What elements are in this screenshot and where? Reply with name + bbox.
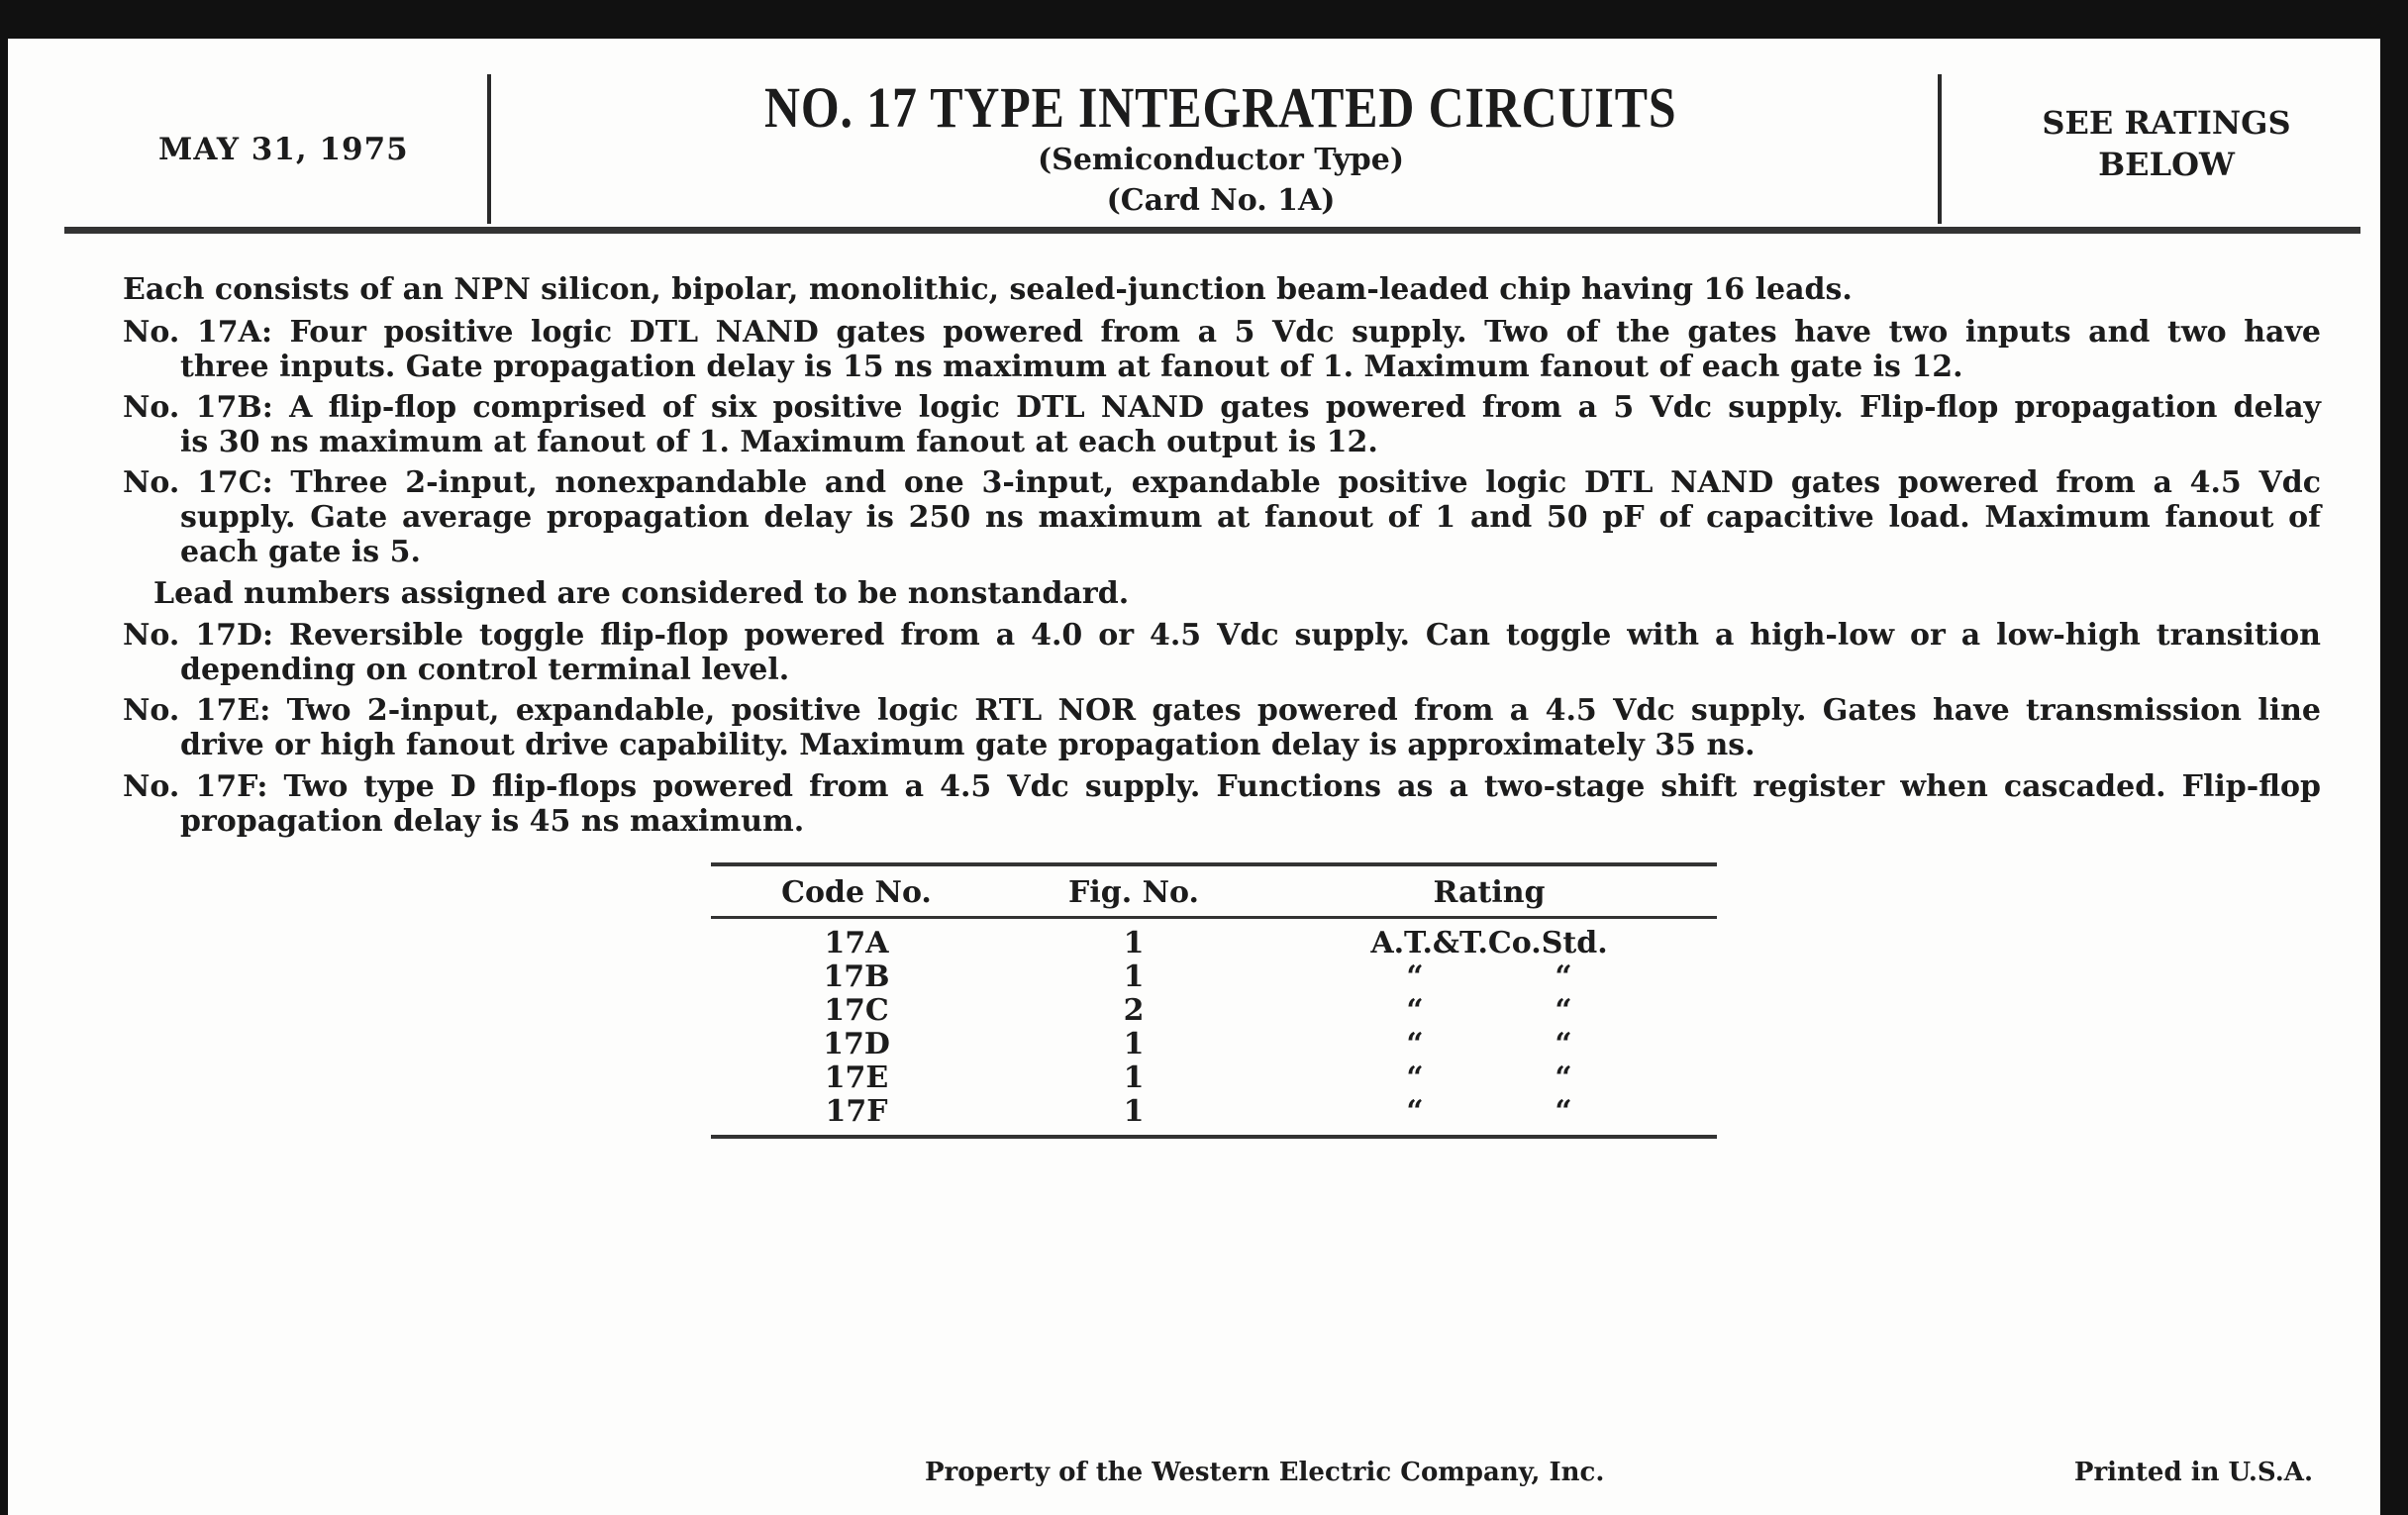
table-body xyxy=(711,927,1717,1129)
table-row xyxy=(711,1061,1717,1095)
text-line: each gate is 5. xyxy=(180,535,421,569)
text-line: No. 17D: Reversible toggle flip-flop powered from a 4.0 or 4.5 Vdc supply. Can toggle with a high-low or a low-high transition xyxy=(123,618,2321,653)
rating-cell xyxy=(1291,994,1687,1028)
fig-cell: 1 xyxy=(1123,1027,1145,1061)
text-line: three inputs. Gate propagation delay is 15 ns maximum at fanout of 1. Maximum fanout of each gate is 12. xyxy=(180,350,1963,384)
text-line: is 30 ns maximum at fanout of 1. Maximum fanout at each output is 12. xyxy=(180,425,1378,459)
ditto-mark: “ xyxy=(1406,1060,1424,1095)
intro-paragraph xyxy=(123,272,2321,307)
card-number: (Card No. 1A) xyxy=(1106,183,1336,218)
rating-cell xyxy=(1291,1061,1687,1095)
text-line: No. 17B: A flip-flop comprised of six positive logic DTL NAND gates powered from a 5 Vdc supply. Flip-flop propagation delay xyxy=(123,390,2321,425)
ditto-mark: “ xyxy=(1555,1060,1572,1095)
ratings-table xyxy=(711,862,1717,1139)
table-row xyxy=(711,1028,1717,1061)
header-divider-left xyxy=(487,74,491,224)
rating-cell xyxy=(1291,960,1687,994)
ditto-mark: “ xyxy=(1555,1094,1572,1129)
text-line: No. 17C: Three 2-input, nonexpandable and one 3-input, expandable positive logic DTL NAND gates powered from a 4.5 Vdc xyxy=(123,465,2321,500)
ditto-mark: “ xyxy=(1555,960,1572,994)
code-cell: 17F xyxy=(825,1094,888,1129)
table-header-row xyxy=(711,876,1717,910)
fig-cell: 1 xyxy=(1123,926,1145,960)
column-header-code: Code No. xyxy=(781,875,932,910)
text-line: propagation delay is 45 ns maximum. xyxy=(180,804,805,839)
printed-in-notice: Printed in U.S.A. xyxy=(2073,1458,2313,1487)
fig-cell: 1 xyxy=(1123,1094,1145,1129)
paragraph-17c xyxy=(123,465,2321,569)
column-header-rating: Rating xyxy=(1433,875,1546,910)
rating-cell xyxy=(1291,1095,1687,1129)
text-line: No. 17E: Two 2-input, expandable, positive logic RTL NOR gates powered from a 4.5 Vdc supply. Gates have transmission line xyxy=(123,693,2321,728)
paragraph-17a xyxy=(123,315,2321,384)
ditto-mark: “ xyxy=(1406,1094,1424,1129)
table-row xyxy=(711,927,1717,960)
page-title: NO. 17 TYPE INTEGRATED CIRCUITS xyxy=(764,75,1677,140)
table-top-rule xyxy=(711,862,1717,866)
text-line: drive or high fanout drive capability. Maximum gate propagation delay is approximately 35 ns. xyxy=(180,728,1756,762)
column-header-fig: Fig. No. xyxy=(1068,875,1199,910)
code-cell: 17E xyxy=(824,1060,889,1095)
table-row xyxy=(711,994,1717,1028)
see-ratings-note xyxy=(1954,102,2379,185)
see-ratings-line2: BELOW xyxy=(2098,146,2235,183)
header-divider-right xyxy=(1938,74,1942,224)
ditto-mark: “ xyxy=(1406,960,1424,994)
subtitle: (Semiconductor Type) xyxy=(1037,143,1405,177)
lead-note xyxy=(123,576,2321,611)
code-cell: 17D xyxy=(823,1027,890,1061)
table-bottom-rule xyxy=(711,1135,1717,1139)
text-line: Each consists of an NPN silicon, bipolar, monolithic, sealed-junction beam-leaded chip having 16 leads. xyxy=(123,272,1853,307)
see-ratings-line1: SEE RATINGS xyxy=(2042,104,2291,142)
text-line: No. 17A: Four positive logic DTL NAND gates powered from a 5 Vdc supply. Two of the gates have two inputs and two have xyxy=(123,315,2321,350)
paragraph-17e xyxy=(123,693,2321,762)
header-rule xyxy=(64,227,2360,234)
text-line: depending on control terminal level. xyxy=(180,653,790,687)
title-block xyxy=(503,76,1939,140)
spec-card xyxy=(8,39,2380,1515)
code-cell: 17B xyxy=(823,960,890,994)
rating-cell xyxy=(1291,1028,1687,1061)
paragraph-17f xyxy=(123,769,2321,839)
table-header-rule xyxy=(711,916,1717,919)
fig-cell: 1 xyxy=(1123,1060,1145,1095)
text-line: Lead numbers assigned are considered to be nonstandard. xyxy=(153,576,1130,611)
code-cell: 17A xyxy=(824,926,889,960)
ditto-mark: “ xyxy=(1406,1027,1424,1061)
issue-date: MAY 31, 1975 xyxy=(158,132,409,167)
rating-cell: A.T.&T.Co.Std. xyxy=(1370,926,1608,960)
paragraph-17b xyxy=(123,390,2321,459)
ditto-mark: “ xyxy=(1555,993,1572,1028)
ditto-mark: “ xyxy=(1555,1027,1572,1061)
fig-cell: 2 xyxy=(1123,993,1145,1028)
table-row xyxy=(711,1095,1717,1129)
text-line: supply. Gate average propagation delay is 250 ns maximum at fanout of 1 and 50 pF of capacitive load. Maximum fanout of xyxy=(180,500,2321,535)
property-notice: Property of the Western Electric Company, Inc. xyxy=(925,1458,1605,1487)
text-line: No. 17F: Two type D flip-flops powered from a 4.5 Vdc supply. Functions as a two-stage shift register when cascaded. Flip-flop xyxy=(123,769,2321,804)
ditto-mark: “ xyxy=(1406,993,1424,1028)
table-row xyxy=(711,960,1717,994)
code-cell: 17C xyxy=(824,993,889,1028)
fig-cell: 1 xyxy=(1123,960,1145,994)
paragraph-17d xyxy=(123,618,2321,687)
